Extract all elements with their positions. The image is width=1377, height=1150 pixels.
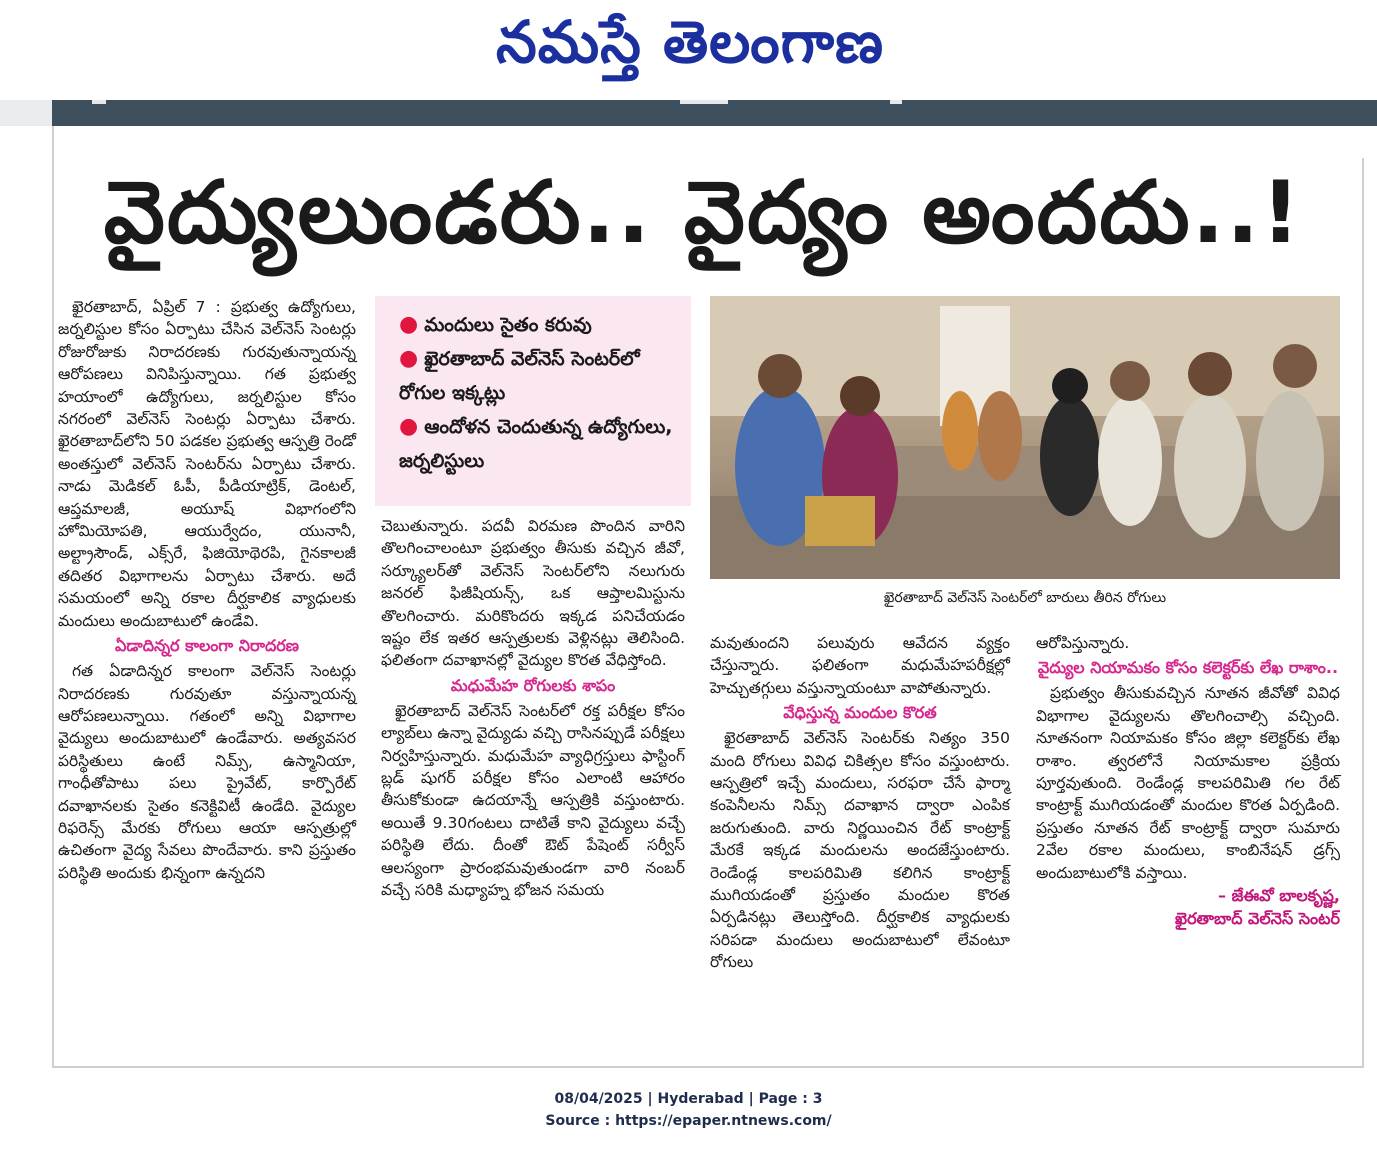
paragraph: ఖైరతాబాద్ వెల్‌నెస్ సెంటర్‌కు నిత్యం 350 మంది రోగులు వివిధ చికిత్సల కోసం వస్తుంటారు. ఆస్పత్రిలో ఇచ్చే మందులు, సరఫరా చేసే ఫార్మా కంపెనీలను నిమ్స్ దవాఖాన ద్వారా ఎంపిక జరుగుతుంది. వారు నిర్ణయించిన రేట్ కాంట్రాక్ట్ మేరకే ఇక్కడ మందులను అందజేస్తుంటారు. రెండేండ్ల కాలపరిమితి కలిగిన కాంట్రాక్ట్ ముగియడంతో ప్రస్తుతం మందుల కొరత ఏర్పడినట్లు తెలుస్తోంది. దీర్ఘకాలిక వ్యాధులకు సరిపడా మందులు అందుబాటులో లేవంటూ రోగులు: [710, 729, 1010, 972]
paragraph: ఖైరతాబాద్ వెల్‌నెస్ సెంటర్‌లో రక్త పరీక్షల కోసం ల్యాబ్‌లు ఉన్నా వైద్యుడు వచ్చి రాసినప్పుడే పరీక్షలు నిర్వహిస్తున్నారు. మధుమేహ వ్యాధిగ్రస్తులు ఫాస్టింగ్ బ్లడ్ షుగర్ పరీక్షల కోసం ఎలాంటి ఆహారం తీసుకోకుండా ఉదయాన్నే ఆస్పత్రికి వస్తుంటారు. అయితే 9.30గంటలు దాటితే కాని వైద్యులు వచ్చే పరిస్థితి లేదు. దీంతో ఔట్ పేషెంట్ సర్వీస్ ఆలస్యంగా ప్రారంభమవుతుండగా వారి నంబర్ వచ్చే సరికి మధ్యాహ్న భోజన సమయ: [381, 701, 685, 900]
bullet-icon: ●: [399, 346, 419, 371]
highlight-item: ● ఆందోళన చెందుతున్న ఉద్యోగులు, జర్నలిస్టులు: [399, 414, 673, 472]
article-column-2: [381, 515, 685, 902]
subheading: మధుమేహ రోగులకు శాపం: [450, 675, 616, 695]
paragraph: ప్రభుత్వం తీసుకువచ్చిన నూతన జీవోతో వివిధ విభాగాల వైద్యులను తొలగించాల్సి వచ్చింది. నూతనంగా నియామకం కోసం జిల్లా కలెక్టర్‌కు లేఖ రాశాం. త్వరలోనే నియామకాల ప్రక్రియ పూర్తవుతుంది. రెండేండ్ల కాలపరిమితి గల రేట్ కాంట్రాక్ట్ ముగియడంతో మందుల కొరత ఏర్పడింది. ప్రస్తుతం నూతన రేట్ కాంట్రాక్ట్ ద్వారా సుమారు 2వేల రకాల మందులు, కాంబినేషన్ డ్రగ్స్ అందుబాటులోకి వస్తాయి.: [1036, 684, 1340, 882]
page-footer: [0, 1088, 1377, 1132]
paragraph: ఆరోపిస్తున్నారు.: [1036, 634, 1130, 652]
bar-mark: [680, 100, 728, 104]
masthead: [0, 0, 1377, 98]
frame-line: [52, 126, 54, 1068]
photo-caption: ఖైరతాబాద్ వెల్‌నెస్ సెంటర్‌లో బారులు తీరిన రోగులు: [883, 590, 1167, 606]
highlight-item: ● మందులు సైతం కరువు: [399, 312, 592, 337]
paragraph: గత ఏడాదిన్నర కాలంగా వెల్‌నెస్ సెంటర్లు నిరాదరణకు గురవుతూ వస్తున్నాయన్న ఆరోపణలున్నాయి. గతంలో అన్ని విభాగాల వైద్యులు అందుబాటులో ఉండేవారు. అత్యవసర పరిస్థితులు ఉంటే నిమ్స్, ఉస్మానియా, గాంధీతోపాటు పలు ప్రైవేట్, కార్పొరేట్ దవాఖానలకు సైతం కనెక్టివిటీ ఉండేది. వైద్యుల రిఫరెన్స్ మేరకు రోగులు ఆయా ఆస్పత్రుల్లో ఉచితంగా వైద్య సేవలు పొందేవారు. కాని ప్రస్తుతం పరిస్థితి అందుకు భిన్నంగా ఉన్నదని: [58, 662, 356, 882]
paragraph: మవుతుందని పలువురు ఆవేదన వ్యక్తం చేస్తున్నారు. ఫలితంగా మధుమేహపరీక్షల్లో హెచ్చుతగ్గులు వస్తున్నాయంటూ వాపోతున్నారు.: [710, 634, 1010, 697]
bar-mark: [92, 100, 106, 104]
bullet-icon: ●: [399, 312, 419, 337]
subheading: వైద్యుల నియామకం కోసం కలెక్టర్‌కు లేఖ రాశాం..: [1037, 658, 1339, 678]
article-column-3: [710, 632, 1010, 974]
subheading: వేధిస్తున్న మందుల కొరత: [783, 703, 937, 723]
bullet-icon: ●: [399, 414, 419, 439]
source-link[interactable]: Source : https://epaper.ntnews.com/: [545, 1113, 832, 1129]
highlight-item: ● ఖైరతాబాద్ వెల్‌నెస్ సెంటర్‌లో రోగుల ఇక్కట్లు: [399, 346, 640, 404]
byline-name: – జేఈవో బాలకృష్ణ,: [1218, 886, 1340, 906]
frame-line: [1362, 158, 1364, 1068]
newspaper-logo: నమస్తే తెలంగాణ: [496, 8, 884, 76]
left-edge-strip: [0, 100, 52, 126]
paragraph: ఖైరతాబాద్, ఏప్రిల్ 7 : ప్రభుత్వ ఉద్యోగులు, జర్నలిస్టుల కోసం ఏర్పాటు చేసిన వెల్‌నెస్ సెంటర్లు రోజురోజుకు నిరాదరణకు గురవుతున్నాయన్న ఆరోపణలు వినిపిస్తున్నాయి. గత ప్రభుత్వ హయాంలో ఉద్యోగులు, జర్నలిస్టుల కోసం నగరంలో వెల్‌నెస్ సెంటర్లు ఏర్పాటు చేశారు. ఖైరతాబాద్‌లోని 50 పడకల ప్రభుత్వ ఆస్పత్రి రెండో అంతస్తులో వెల్‌నెస్ సెంటర్‌ను ఏర్పాటు చేశారు. నాడు మెడికల్ ఓపీ, పీడియాట్రిక్, డెంటల్, ఆప్తమాలజీ, అయూష్ విభాగంలోని హోమియోపతి, ఆయుర్వేదం, యునానీ, అల్ట్రాసౌండ్, ఎక్స్‌రే, ఫిజియోథెరపి, గైనకాలజీ తదితర విభాగాలను ఏర్పాటు చేశారు. అదే సమయంలో అన్ని రకాల దీర్ఘకాలిక వ్యాధులకు మందులు అందుబాటులో ఉండేవి.: [58, 298, 356, 630]
bar-mark: [890, 100, 902, 104]
article-column-1: [58, 296, 356, 884]
article-column-4: [1036, 632, 1340, 930]
waiting-patients-illustration: [710, 296, 1340, 579]
subheading: ఏడాదిన్నర కాలంగా నిరాదరణ: [115, 636, 299, 656]
top-section-bar: [52, 100, 1377, 126]
byline-organisation: ఖైరతాబాద్ వెల్‌నెస్ సెంటర్: [1174, 909, 1340, 929]
paragraph: చెబుతున్నారు. పదవీ విరమణ పొందిన వారిని తొలగించాలంటూ ప్రభుత్వం తీసుకు వచ్చిన జీవో, సర్క్యూలర్‌తో వెల్‌నెస్ సెంటర్‌లోని నలుగురు జనరల్ ఫిజీషియన్స్, ఒక ఆప్తాలమిస్టును తొలగించారు. మరికొందరు ఇక్కడ పనిచేయడం ఇష్టం లేక ఇతర ఆస్పత్రులకు వెళ్లినట్లు తెలిసింది. ఫలితంగా దవాఖానల్లో వైద్యుల కొరత వేధిస్తోంది.: [381, 517, 685, 670]
highlight-box: [375, 296, 691, 506]
article-headline: వైద్యులుండరు.. వైద్యం అందదు..!: [103, 163, 1303, 263]
edition-info: 08/04/2025 | Hyderabad | Page : 3: [554, 1091, 823, 1107]
frame-line: [52, 1066, 1364, 1068]
news-photo: [710, 296, 1340, 579]
